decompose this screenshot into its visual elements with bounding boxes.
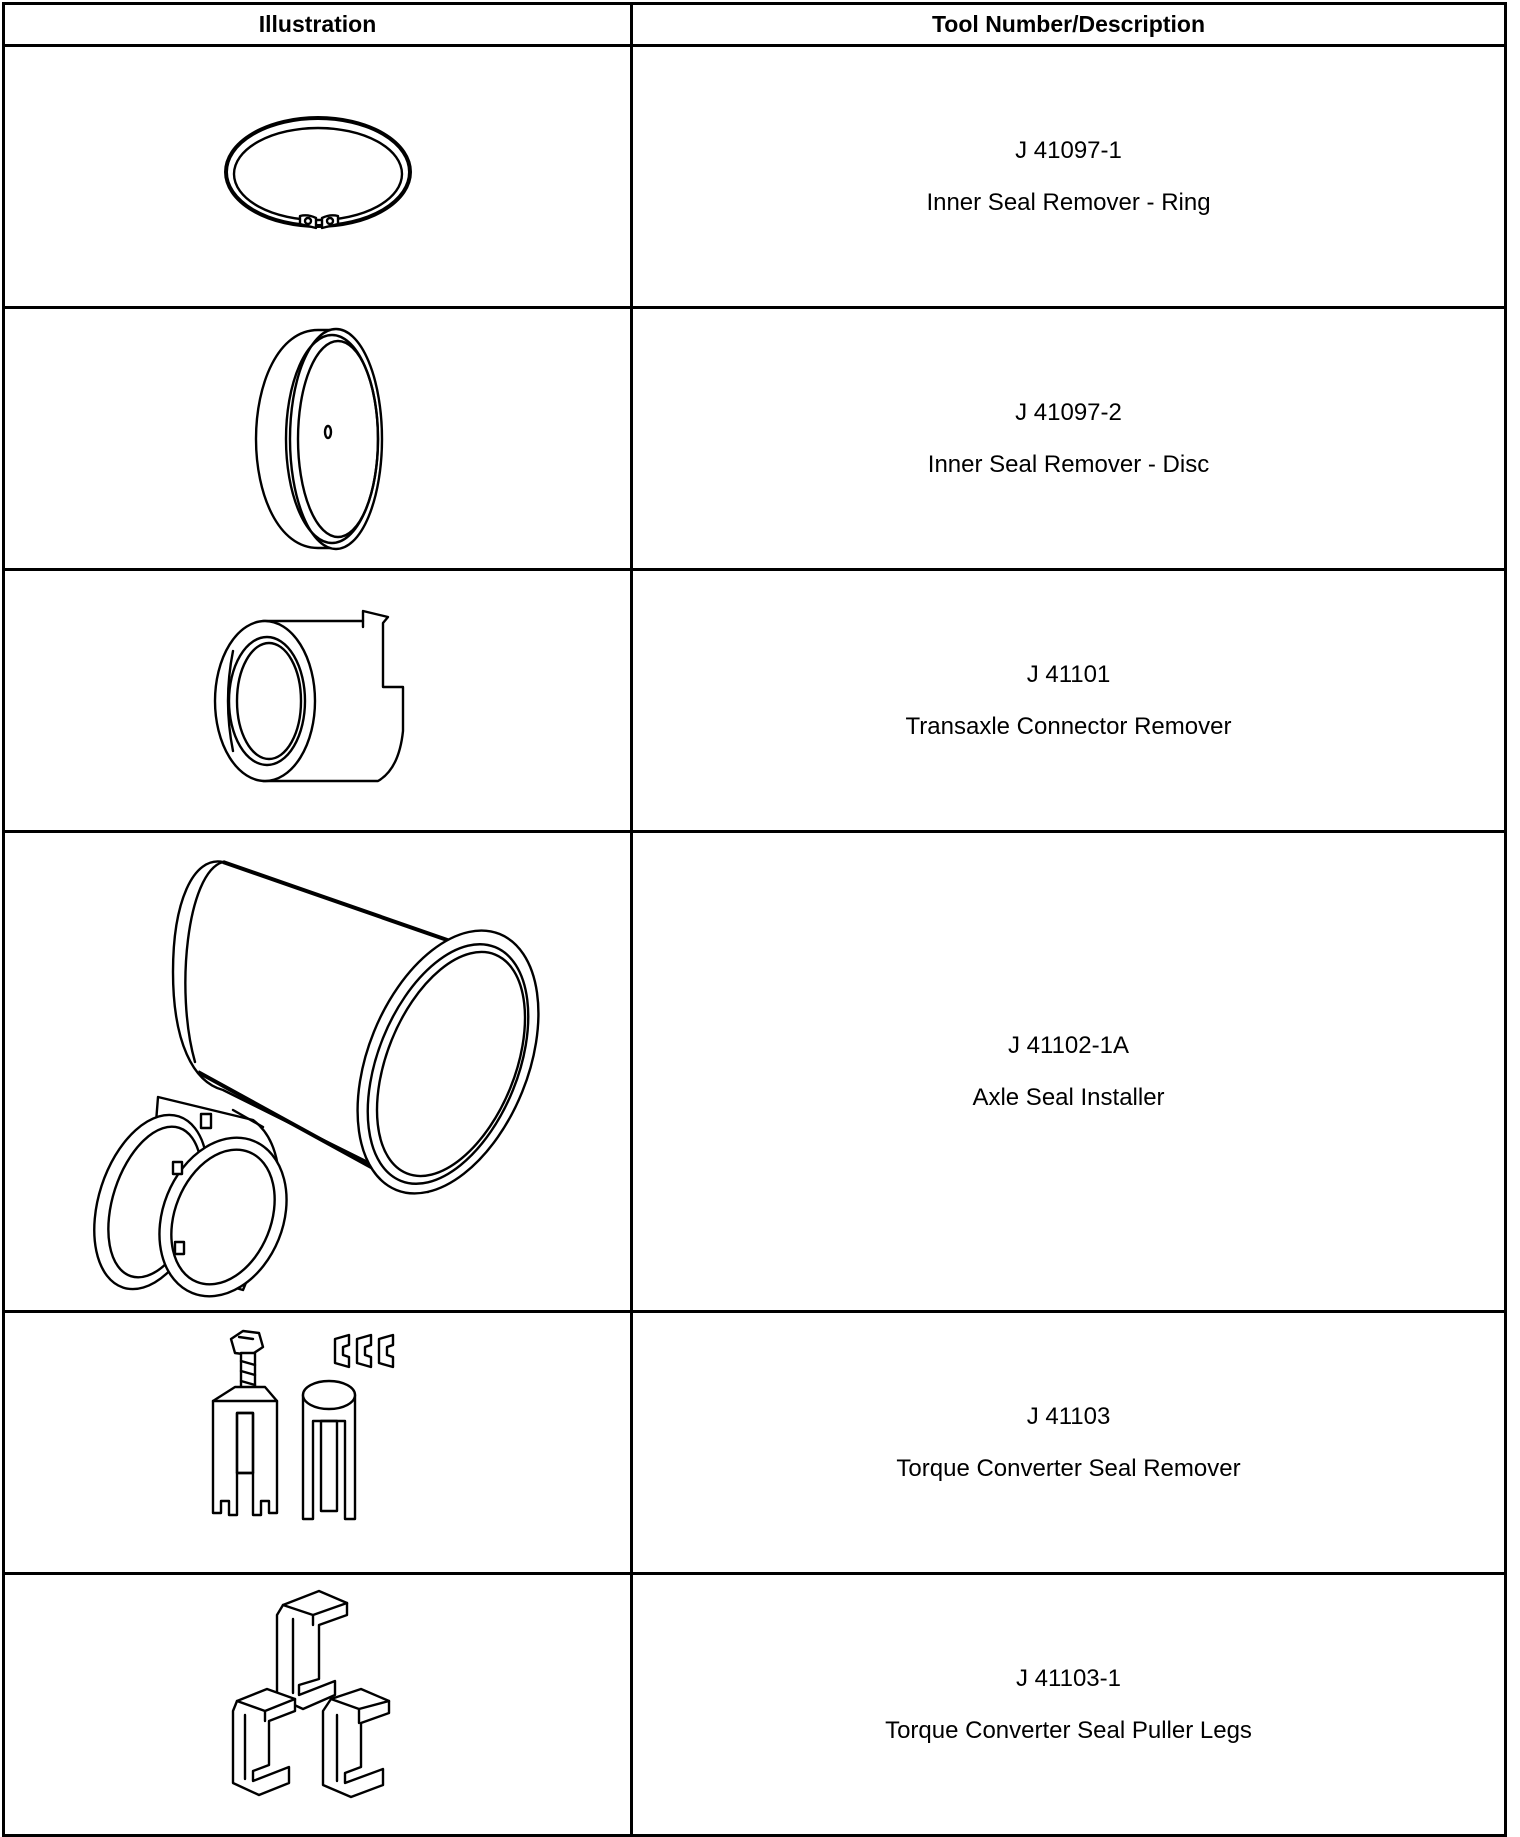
description-cell: [632, 46, 1506, 308]
tool-description: Axle Seal Installer: [972, 1083, 1165, 1111]
illustration-cell: [4, 1312, 632, 1574]
illustration-cell: [4, 1574, 632, 1836]
description-cell: [632, 832, 1506, 1312]
tool-description: Inner Seal Remover - Disc: [927, 450, 1210, 478]
tool-number: J 41103-1: [1016, 1664, 1121, 1692]
header-row: [4, 4, 1506, 46]
seal-installer-icon: [83, 842, 553, 1302]
tool-number: J 41101: [1026, 660, 1111, 688]
table-row: [4, 1312, 1506, 1574]
illustration-cell: [4, 570, 632, 832]
table-row: [4, 1574, 1506, 1836]
tool-number: J 41097-2: [1015, 398, 1122, 426]
seal-remover-icon: [203, 1323, 433, 1563]
header-tool-description: Tool Number/Description: [632, 4, 1506, 46]
disc-icon: [248, 324, 388, 554]
illustration-cell: [4, 832, 632, 1312]
description-cell: [632, 1312, 1506, 1574]
tool-description: Transaxle Connector Remover: [905, 712, 1232, 740]
tools-table: [2, 2, 1507, 1837]
table-row: [4, 308, 1506, 570]
tool-description: Torque Converter Seal Remover: [896, 1454, 1241, 1482]
tool-description: Inner Seal Remover - Ring: [926, 188, 1211, 216]
snap-ring-icon: [218, 112, 418, 242]
tool-number: J 41103: [1026, 1402, 1111, 1430]
illustration-cell: [4, 308, 632, 570]
description-cell: [632, 570, 1506, 832]
tool-number: J 41102-1A: [1008, 1031, 1129, 1059]
description-cell: [632, 1574, 1506, 1836]
table-row: [4, 46, 1506, 308]
tool-description: Torque Converter Seal Puller Legs: [885, 1716, 1252, 1744]
tool-number: J 41097-1: [1015, 136, 1122, 164]
illustration-cell: [4, 46, 632, 308]
cylinder-remover-icon: [203, 601, 433, 801]
table-row: [4, 570, 1506, 832]
description-cell: [632, 308, 1506, 570]
table-row: [4, 832, 1506, 1312]
puller-legs-icon: [223, 1585, 413, 1825]
header-illustration: Illustration: [4, 4, 632, 46]
